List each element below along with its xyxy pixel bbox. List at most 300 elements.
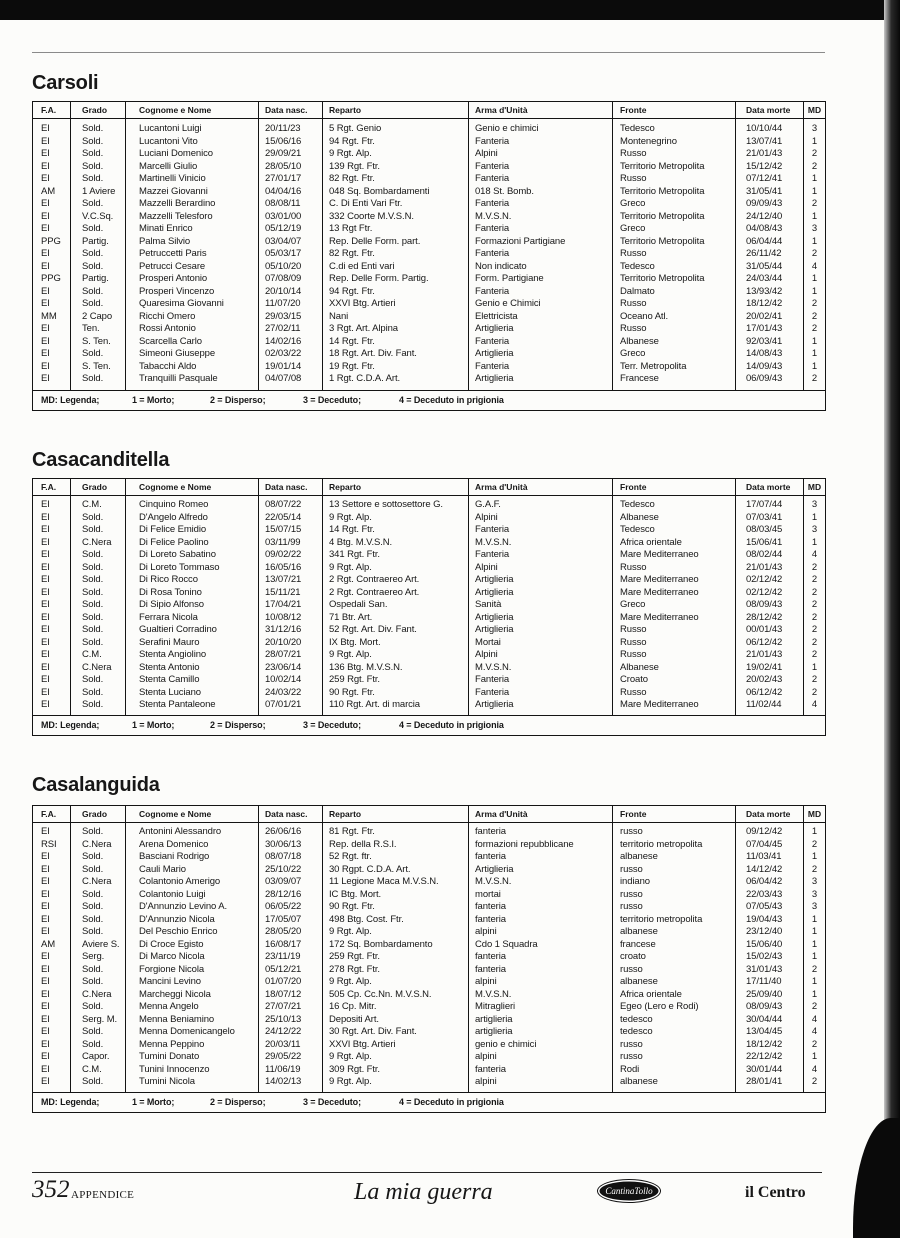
cell-fa: EI bbox=[41, 1063, 50, 1075]
cell-front: russo bbox=[613, 889, 736, 902]
cell-unit: Nani bbox=[323, 311, 469, 324]
cell-name: Stenta Angiolino bbox=[126, 649, 259, 662]
cell-name: D'Annunzio Levino A. bbox=[126, 901, 259, 914]
cell-unit: 9 Rgt. Alp. bbox=[323, 562, 469, 575]
legend-item: 2 = Disperso; bbox=[210, 719, 266, 730]
cell-arm: artiglieria bbox=[469, 1026, 613, 1039]
cell-grado: Aviere S. bbox=[71, 939, 126, 952]
cell-grado: Sold. bbox=[71, 1001, 126, 1014]
legend-cell bbox=[33, 1092, 826, 1112]
cell-fa: EI bbox=[41, 901, 50, 912]
cell-arm: Cdo 1 Squadra bbox=[469, 939, 613, 952]
cell-unit: 9 Rgt. Alp. bbox=[323, 926, 469, 939]
cell-fa: PPG bbox=[41, 235, 61, 247]
cell-birth-date: 25/10/22 bbox=[259, 864, 323, 877]
cell-grado: Sold. bbox=[71, 674, 126, 687]
cell-arm: M.V.S.N. bbox=[469, 989, 613, 1002]
table-row bbox=[33, 261, 826, 274]
cell-birth-date: 29/05/22 bbox=[259, 1051, 323, 1064]
cell-unit: 9 Rgt. Alp. bbox=[323, 1076, 469, 1092]
cell-name: D'Angelo Alfredo bbox=[126, 512, 259, 525]
cell-arm: formazioni repubblicane bbox=[469, 839, 613, 852]
cell-unit: Rep. della R.S.I. bbox=[323, 839, 469, 852]
cell-name: Di Sipio Alfonso bbox=[126, 599, 259, 612]
table-row bbox=[33, 823, 826, 839]
column-header: Data morte bbox=[736, 102, 804, 119]
cell-death-date: 15/12/42 bbox=[736, 161, 804, 174]
cell-birth-date: 02/03/22 bbox=[259, 348, 323, 361]
cell-md: 2 bbox=[804, 298, 826, 311]
cell-front: territorio metropolita bbox=[613, 914, 736, 927]
cell-birth-date: 05/03/17 bbox=[259, 248, 323, 261]
table-row bbox=[33, 662, 826, 675]
cell-name: Tranquilli Pasquale bbox=[126, 373, 259, 390]
cell-arm: Artiglieria bbox=[469, 612, 613, 625]
scan-page-curl bbox=[853, 1118, 900, 1238]
table-row bbox=[33, 298, 826, 311]
cell-name: Mancini Levino bbox=[126, 976, 259, 989]
cell-birth-date: 28/12/16 bbox=[259, 889, 323, 902]
table-row bbox=[33, 549, 826, 562]
cell-unit: 14 Rgt. Ftr. bbox=[323, 336, 469, 349]
cell-death-date: 18/12/42 bbox=[736, 298, 804, 311]
cell-death-date: 11/02/44 bbox=[736, 699, 804, 715]
cell-arm: fanteria bbox=[469, 851, 613, 864]
cell-arm: Alpini bbox=[469, 649, 613, 662]
cell-md: 4 bbox=[804, 261, 826, 274]
cell-death-date: 06/04/44 bbox=[736, 236, 804, 249]
table-row bbox=[33, 864, 826, 877]
cell-front: Croato bbox=[613, 674, 736, 687]
table-row bbox=[33, 336, 826, 349]
cell-name: Del Peschio Enrico bbox=[126, 926, 259, 939]
table-row bbox=[33, 173, 826, 186]
column-header: Arma d'Unità bbox=[469, 479, 613, 496]
cell-grado: Sold. bbox=[71, 823, 126, 839]
cell-arm: Alpini bbox=[469, 512, 613, 525]
cell-birth-date: 20/11/23 bbox=[259, 119, 323, 136]
cell-md: 2 bbox=[804, 964, 826, 977]
table-row bbox=[33, 951, 826, 964]
cell-name: Tumini Nicola bbox=[126, 1076, 259, 1092]
cell-unit: 139 Rgt. Ftr. bbox=[323, 161, 469, 174]
cell-grado: Sold. bbox=[71, 373, 126, 390]
cell-md: 2 bbox=[804, 612, 826, 625]
cell-grado: Sold. bbox=[71, 261, 126, 274]
cell-grado: Sold. bbox=[71, 198, 126, 211]
cell-unit: 505 Cp. Cc.Nn. M.V.S.N. bbox=[323, 989, 469, 1002]
table-row bbox=[33, 926, 826, 939]
cell-death-date: 21/01/43 bbox=[736, 148, 804, 161]
cell-fa: EI bbox=[41, 926, 50, 937]
legend-item: 3 = Deceduto; bbox=[303, 394, 361, 405]
footer-rule bbox=[32, 1172, 822, 1173]
cell-birth-date: 26/06/16 bbox=[259, 823, 323, 839]
casualty-table bbox=[32, 101, 826, 411]
cell-name: Menna Beniamino bbox=[126, 1014, 259, 1027]
cell-arm: Artiglieria bbox=[469, 624, 613, 637]
cell-fa: EI bbox=[41, 1038, 50, 1050]
cell-name: D'Annunzio Nicola bbox=[126, 914, 259, 927]
cell-name: Marcelli Giulio bbox=[126, 161, 259, 174]
column-header: Grado bbox=[71, 806, 126, 823]
cell-birth-date: 01/07/20 bbox=[259, 976, 323, 989]
cell-grado: Partig. bbox=[71, 273, 126, 286]
cell-fa: AM bbox=[41, 938, 56, 950]
cell-front: Tedesco bbox=[613, 261, 736, 274]
cell-front: Russo bbox=[613, 687, 736, 700]
cell-grado: Capor. bbox=[71, 1051, 126, 1064]
legend-item: 4 = Deceduto in prigionia bbox=[399, 719, 504, 730]
table-row bbox=[33, 348, 826, 361]
cell-grado: Sold. bbox=[71, 173, 126, 186]
cell-unit: Ospedali San. bbox=[323, 599, 469, 612]
cell-fa: EI bbox=[41, 913, 50, 925]
cell-death-date: 06/09/43 bbox=[736, 373, 804, 390]
cell-fa: EI bbox=[41, 876, 50, 887]
cell-death-date: 25/09/40 bbox=[736, 989, 804, 1002]
table-row bbox=[33, 914, 826, 927]
cell-name: Marcheggi Nicola bbox=[126, 989, 259, 1002]
cell-death-date: 17/01/43 bbox=[736, 323, 804, 336]
cell-front: Russo bbox=[613, 298, 736, 311]
cell-arm: fanteria bbox=[469, 1064, 613, 1077]
cell-arm: Artiglieria bbox=[469, 373, 613, 390]
cell-death-date: 22/03/43 bbox=[736, 889, 804, 902]
cell-unit: 5 Rgt. Genio bbox=[323, 119, 469, 136]
cell-fa: EI bbox=[41, 335, 50, 347]
cell-arm: Artiglieria bbox=[469, 864, 613, 877]
cell-front: Russo bbox=[613, 323, 736, 336]
cell-name: Luciani Domenico bbox=[126, 148, 259, 161]
cell-birth-date: 20/10/14 bbox=[259, 286, 323, 299]
cell-md: 1 bbox=[804, 1051, 826, 1064]
cell-grado: Sold. bbox=[71, 976, 126, 989]
cell-fa: EI bbox=[41, 223, 50, 234]
cell-unit: 94 Rgt. Ftr. bbox=[323, 286, 469, 299]
column-header: MD bbox=[804, 479, 826, 496]
cell-fa: EI bbox=[41, 499, 50, 510]
cell-front: croato bbox=[613, 951, 736, 964]
header-row bbox=[33, 102, 826, 119]
cell-front: Albanese bbox=[613, 336, 736, 349]
cell-name: Antonini Alessandro bbox=[126, 823, 259, 839]
column-header: Cognome e Nome bbox=[126, 102, 259, 119]
cell-front: tedesco bbox=[613, 1014, 736, 1027]
cell-front: Rodi bbox=[613, 1064, 736, 1077]
cell-birth-date: 13/07/21 bbox=[259, 574, 323, 587]
cell-front: Albanese bbox=[613, 512, 736, 525]
cell-md: 2 bbox=[804, 587, 826, 600]
cell-front: Russo bbox=[613, 649, 736, 662]
table-row bbox=[33, 876, 826, 889]
cell-name: Tabacchi Aldo bbox=[126, 361, 259, 374]
cell-arm: Fanteria bbox=[469, 687, 613, 700]
cell-death-date: 10/10/44 bbox=[736, 119, 804, 136]
cell-md: 1 bbox=[804, 662, 826, 675]
column-header: Arma d'Unità bbox=[469, 806, 613, 823]
cell-fa: EI bbox=[41, 888, 50, 900]
cell-unit: Depositi Art. bbox=[323, 1014, 469, 1027]
cell-unit: Rep. Delle Form. part. bbox=[323, 236, 469, 249]
table-row bbox=[33, 637, 826, 650]
scan-right-border bbox=[884, 0, 900, 1238]
cell-death-date: 14/12/42 bbox=[736, 864, 804, 877]
cell-fa: EI bbox=[41, 586, 50, 598]
section-title: Casacanditella bbox=[32, 449, 170, 471]
cell-death-date: 22/12/42 bbox=[736, 1051, 804, 1064]
cell-birth-date: 05/12/21 bbox=[259, 964, 323, 977]
cell-md: 2 bbox=[804, 198, 826, 211]
cell-unit: 110 Rgt. Art. di marcia bbox=[323, 699, 469, 715]
table-row bbox=[33, 624, 826, 637]
cell-unit: 9 Rgt. Alp. bbox=[323, 649, 469, 662]
cell-front: Albanese bbox=[613, 662, 736, 675]
cell-birth-date: 17/05/07 bbox=[259, 914, 323, 927]
table-row bbox=[33, 537, 826, 550]
cell-grado: C.Nera bbox=[71, 662, 126, 675]
cell-fa: EI bbox=[41, 951, 50, 962]
cell-unit: C.di ed Enti vari bbox=[323, 261, 469, 274]
cell-name: Prosperi Antonio bbox=[126, 273, 259, 286]
cell-name: Arena Domenico bbox=[126, 839, 259, 852]
cell-death-date: 06/04/42 bbox=[736, 876, 804, 889]
cell-name: Scarcella Carlo bbox=[126, 336, 259, 349]
cell-arm: Artiglieria bbox=[469, 699, 613, 715]
cell-unit: 82 Rgt. Ftr. bbox=[323, 173, 469, 186]
cell-md: 2 bbox=[804, 1001, 826, 1014]
legend-item: 1 = Morto; bbox=[132, 394, 175, 405]
cell-death-date: 14/09/43 bbox=[736, 361, 804, 374]
cell-arm: Artiglieria bbox=[469, 574, 613, 587]
cell-md: 1 bbox=[804, 136, 826, 149]
cell-name: Basciani Rodrigo bbox=[126, 851, 259, 864]
cell-birth-date: 28/07/21 bbox=[259, 649, 323, 662]
cell-arm: fanteria bbox=[469, 823, 613, 839]
cell-fa: EI bbox=[41, 574, 50, 585]
cell-front: albanese bbox=[613, 926, 736, 939]
cell-fa: EI bbox=[41, 661, 50, 673]
cell-death-date: 07/12/41 bbox=[736, 173, 804, 186]
cell-front: Mare Mediterraneo bbox=[613, 574, 736, 587]
cell-fa: EI bbox=[41, 123, 50, 134]
table-row bbox=[33, 211, 826, 224]
cell-grado: Sold. bbox=[71, 889, 126, 902]
cell-death-date: 15/06/41 bbox=[736, 537, 804, 550]
cell-front: Dalmato bbox=[613, 286, 736, 299]
cell-arm: Fanteria bbox=[469, 336, 613, 349]
cell-front: Russo bbox=[613, 637, 736, 650]
table-row bbox=[33, 612, 826, 625]
cell-birth-date: 23/06/14 bbox=[259, 662, 323, 675]
cell-grado: S. Ten. bbox=[71, 361, 126, 374]
cell-birth-date: 07/08/09 bbox=[259, 273, 323, 286]
cell-death-date: 08/09/43 bbox=[736, 599, 804, 612]
cell-fa: EI bbox=[41, 198, 50, 209]
cell-grado: Sold. bbox=[71, 612, 126, 625]
cell-name: Minati Enrico bbox=[126, 223, 259, 236]
cell-arm: Fanteria bbox=[469, 524, 613, 537]
cell-name: Simeoni Giuseppe bbox=[126, 348, 259, 361]
table-row bbox=[33, 1076, 826, 1092]
cell-unit: 278 Rgt. Ftr. bbox=[323, 964, 469, 977]
cell-arm: Artiglieria bbox=[469, 348, 613, 361]
cell-front: russo bbox=[613, 1039, 736, 1052]
cell-md: 1 bbox=[804, 537, 826, 550]
cell-fa: EI bbox=[41, 1076, 50, 1087]
cell-birth-date: 14/02/16 bbox=[259, 336, 323, 349]
cell-death-date: 15/02/43 bbox=[736, 951, 804, 964]
table-row bbox=[33, 1014, 826, 1027]
cell-death-date: 13/07/41 bbox=[736, 136, 804, 149]
cell-fa: AM bbox=[41, 185, 56, 197]
table-row bbox=[33, 119, 826, 136]
cell-unit: 4 Btg. M.V.S.N. bbox=[323, 537, 469, 550]
cell-name: Colantonio Luigi bbox=[126, 889, 259, 902]
cell-md: 1 bbox=[804, 286, 826, 299]
cell-front: Terr. Metropolita bbox=[613, 361, 736, 374]
cell-unit: 90 Rgt. Ftr. bbox=[323, 687, 469, 700]
cell-fa: EI bbox=[41, 260, 50, 272]
cell-birth-date: 03/11/99 bbox=[259, 537, 323, 550]
cell-md: 1 bbox=[804, 211, 826, 224]
column-header: Data nasc. bbox=[259, 102, 323, 119]
cell-birth-date: 03/04/07 bbox=[259, 236, 323, 249]
cell-grado: Sold. bbox=[71, 914, 126, 927]
column-header: Cognome e Nome bbox=[126, 479, 259, 496]
cell-arm: fanteria bbox=[469, 964, 613, 977]
cell-unit: 9 Rgt. Alp. bbox=[323, 976, 469, 989]
cell-death-date: 31/01/43 bbox=[736, 964, 804, 977]
cell-grado: Sold. bbox=[71, 574, 126, 587]
column-header: F.A. bbox=[33, 102, 71, 119]
cell-name: Martinelli Vinicio bbox=[126, 173, 259, 186]
cell-name: Palma Silvio bbox=[126, 236, 259, 249]
cell-name: Ferrara Nicola bbox=[126, 612, 259, 625]
cell-md: 4 bbox=[804, 549, 826, 562]
cell-grado: C.Nera bbox=[71, 839, 126, 852]
cell-front: Mare Mediterraneo bbox=[613, 549, 736, 562]
cell-arm: Fanteria bbox=[469, 161, 613, 174]
cell-md: 1 bbox=[804, 348, 826, 361]
cell-front: Mare Mediterraneo bbox=[613, 699, 736, 715]
cell-unit: 498 Btg. Cost. Ftr. bbox=[323, 914, 469, 927]
cell-unit: 19 Rgt. Ftr. bbox=[323, 361, 469, 374]
cell-birth-date: 08/08/11 bbox=[259, 198, 323, 211]
cell-md: 1 bbox=[804, 361, 826, 374]
cell-unit: 259 Rgt. Ftr. bbox=[323, 951, 469, 964]
cell-grado: Sold. bbox=[71, 248, 126, 261]
cell-birth-date: 03/01/00 bbox=[259, 211, 323, 224]
md-legend bbox=[33, 1092, 826, 1112]
cell-front: Egeo (Lero e Rodi) bbox=[613, 1001, 736, 1014]
cell-grado: Sold. bbox=[71, 348, 126, 361]
cell-md: 3 bbox=[804, 119, 826, 136]
cell-birth-date: 27/07/21 bbox=[259, 1001, 323, 1014]
cell-name: Lucantoni Vito bbox=[126, 136, 259, 149]
cell-grado: C.M. bbox=[71, 1064, 126, 1077]
cell-md: 2 bbox=[804, 864, 826, 877]
cell-grado: Sold. bbox=[71, 223, 126, 236]
table-row bbox=[33, 587, 826, 600]
cell-grado: Sold. bbox=[71, 624, 126, 637]
cell-fa: RSI bbox=[41, 838, 57, 850]
cell-arm: Fanteria bbox=[469, 674, 613, 687]
cell-death-date: 14/08/43 bbox=[736, 348, 804, 361]
cell-birth-date: 17/04/21 bbox=[259, 599, 323, 612]
cell-fa: EI bbox=[41, 1051, 50, 1062]
cell-name: Di Croce Egisto bbox=[126, 939, 259, 952]
cell-birth-date: 24/12/22 bbox=[259, 1026, 323, 1039]
cell-name: Di Rico Rocco bbox=[126, 574, 259, 587]
cell-fa: EI bbox=[41, 135, 50, 147]
cell-name: Di Felice Paolino bbox=[126, 537, 259, 550]
legend-item: 4 = Deceduto in prigionia bbox=[399, 1096, 504, 1107]
cell-name: Cinquino Romeo bbox=[126, 496, 259, 512]
cell-fa: EI bbox=[41, 210, 50, 222]
cell-grado: Sold. bbox=[71, 964, 126, 977]
cell-unit: XXVI Btg. Artieri bbox=[323, 298, 469, 311]
cell-arm: M.V.S.N. bbox=[469, 876, 613, 889]
cell-death-date: 28/12/42 bbox=[736, 612, 804, 625]
cell-unit: 136 Btg. M.V.S.N. bbox=[323, 662, 469, 675]
cell-name: Serafini Mauro bbox=[126, 637, 259, 650]
cell-md: 2 bbox=[804, 1039, 826, 1052]
cell-name: Stenta Luciano bbox=[126, 687, 259, 700]
cell-grado: Sold. bbox=[71, 926, 126, 939]
cell-name: Di Felice Emidio bbox=[126, 524, 259, 537]
cell-death-date: 18/12/42 bbox=[736, 1039, 804, 1052]
cell-fa: EI bbox=[41, 536, 50, 548]
cell-fa: EI bbox=[41, 851, 50, 862]
cell-fa: EI bbox=[41, 323, 50, 334]
cell-front: Russo bbox=[613, 562, 736, 575]
cell-md: 1 bbox=[804, 336, 826, 349]
table-row bbox=[33, 1026, 826, 1039]
cell-grado: C.M. bbox=[71, 649, 126, 662]
cell-grado: Sold. bbox=[71, 637, 126, 650]
cell-death-date: 08/09/43 bbox=[736, 1001, 804, 1014]
table-row bbox=[33, 223, 826, 236]
cell-unit: 81 Rgt. Ftr. bbox=[323, 823, 469, 839]
cell-arm: Genio e Chimici bbox=[469, 298, 613, 311]
cell-grado: C.Nera bbox=[71, 537, 126, 550]
cell-md: 3 bbox=[804, 889, 826, 902]
casualty-table bbox=[32, 478, 826, 736]
table-row bbox=[33, 699, 826, 715]
cell-name: Forgione Nicola bbox=[126, 964, 259, 977]
cell-front: Francese bbox=[613, 373, 736, 390]
cell-fa: PPG bbox=[41, 273, 61, 284]
cell-arm: artiglieria bbox=[469, 1014, 613, 1027]
cell-front: Tedesco bbox=[613, 496, 736, 512]
cell-arm: alpini bbox=[469, 926, 613, 939]
cell-name: Tunini Innocenzo bbox=[126, 1064, 259, 1077]
cell-front: Mare Mediterraneo bbox=[613, 612, 736, 625]
cell-fa: EI bbox=[41, 963, 50, 975]
legend-item: 1 = Morto; bbox=[132, 1096, 175, 1107]
cell-fa: EI bbox=[41, 636, 50, 648]
cell-name: Mazzelli Berardino bbox=[126, 198, 259, 211]
legend-item: MD: Legenda; bbox=[41, 394, 100, 405]
cell-grado: Sold. bbox=[71, 524, 126, 537]
column-header: F.A. bbox=[33, 806, 71, 823]
cell-birth-date: 14/02/13 bbox=[259, 1076, 323, 1092]
cell-unit: 13 Rgt Ftr. bbox=[323, 223, 469, 236]
cell-grado: Sold. bbox=[71, 587, 126, 600]
cell-front: Montenegrino bbox=[613, 136, 736, 149]
cell-grado: Sold. bbox=[71, 562, 126, 575]
